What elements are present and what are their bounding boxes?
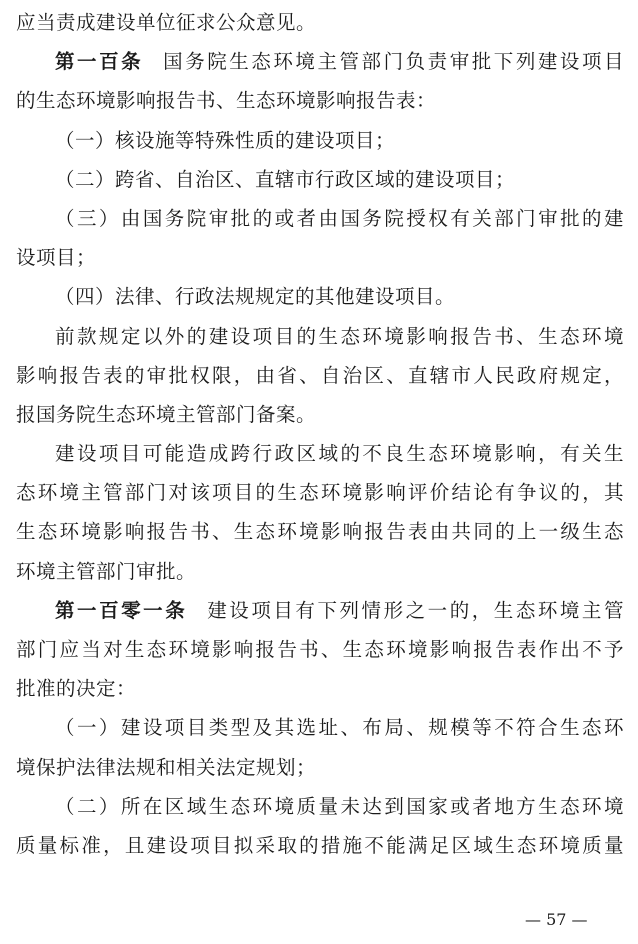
text-line [16,473,624,512]
article-number: 第一百条 [55,50,144,74]
document-page [16,3,624,865]
text-line [16,591,624,630]
text-line [16,81,624,120]
line-text: 影响报告表的审批权限，由省、自治区、直辖市人民政府规定， [16,363,624,387]
line-text: （一）建设项目类型及其选址、布局、规模等不符合生态环 [55,716,624,740]
line-text: 应当责成建设单位征求公众意见。 [16,11,317,34]
line-text: 建设项目有下列情形之一的，生态环境主管 [207,598,624,622]
text-line [16,787,624,826]
line-text: 环境主管部门审批。 [16,559,197,583]
text-line [16,121,624,160]
line-text: （二）跨省、自治区、直辖市行政区域的建设项目； [55,167,516,191]
text-line [16,317,624,356]
text-line [16,512,624,551]
line-text: 建设项目可能造成跨行政区域的不良生态环境影响，有关生 [55,442,624,466]
text-line [16,552,624,591]
text-line [16,238,624,277]
line-text: （四）法律、行政法规规定的其他建设项目。 [55,285,456,309]
text-line [16,748,624,787]
line-text: 设项目； [16,246,97,270]
line-text: 报国务院生态环境主管部门备案。 [16,402,317,426]
line-text: 的生态环境影响报告书、生态环境影响报告表： [16,89,437,113]
text-line [16,3,624,42]
line-text: 生态环境影响报告书、生态环境影响报告表由共同的上一级生态 [16,520,624,544]
text-line [16,42,624,81]
line-text: 质量标准，且建设项目拟采取的措施不能满足区域生态环境质量 [16,833,624,857]
text-line [16,199,624,238]
line-text: 前款规定以外的建设项目的生态环境影响报告书、生态环境 [55,324,624,348]
line-text: （三）由国务院审批的或者由国务院授权有关部门审批的建 [55,206,624,230]
text-line [16,434,624,473]
text-line [16,708,624,747]
line-text: （二）所在区域生态环境质量未达到国家或者地方生态环境 [55,794,624,818]
text-line [16,630,624,669]
line-text: 部门应当对生态环境影响报告书、生态环境影响报告表作出不予 [16,638,624,661]
article-number: 第一百零一条 [55,598,188,622]
text-line [16,395,624,434]
page-number: — 57 — [525,910,588,929]
text-line [16,356,624,395]
line-text: 批准的决定： [16,677,137,701]
text-line [16,669,624,708]
line-text: 国务院生态环境主管部门负责审批下列建设项目 [163,50,624,74]
text-line [16,277,624,316]
line-text: （一）核设施等特殊性质的建设项目； [55,128,396,152]
text-line [16,826,624,865]
line-text: 境保护法律法规和相关法定规划； [16,755,317,779]
line-text: 态环境主管部门对该项目的生态环境影响评价结论有争议的，其 [16,481,624,505]
text-line [16,160,624,199]
